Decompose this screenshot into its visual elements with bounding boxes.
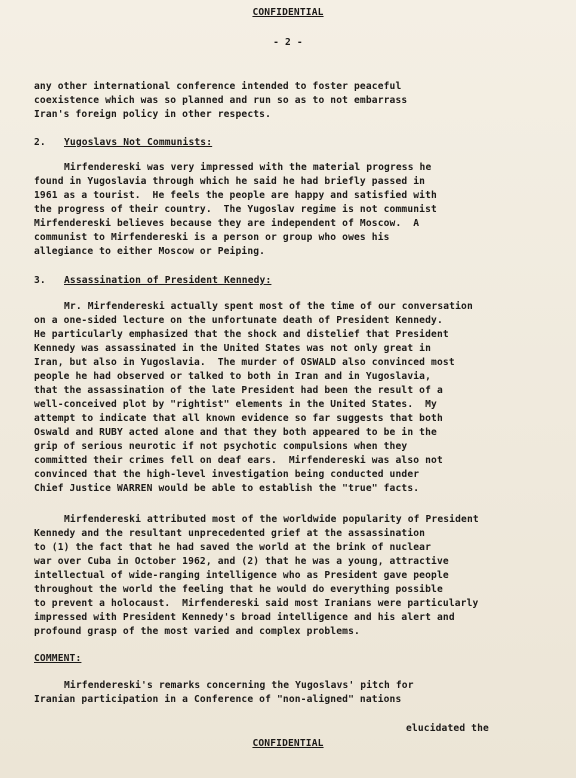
paragraph-line: Mirfendereski attributed most of the worldwide popularity of President xyxy=(64,514,479,525)
paragraph-line: Mirfendereski was very impressed with the material progress he xyxy=(64,162,432,173)
section-2-heading: Yugoslavs Not Communists: xyxy=(64,137,213,148)
paragraph-line: profound grasp of the most varied and complex problems. xyxy=(34,626,360,637)
intro-line: Iran's foreign policy in other respects. xyxy=(34,109,272,120)
paragraph-line: well-conceived plot by "rightist" elements in the United States. My xyxy=(34,399,437,410)
trailing-text: elucidated the xyxy=(406,723,489,734)
paragraph-line: on a one-sided lecture on the unfortunate death of President Kennedy. xyxy=(34,315,443,326)
paragraph-line: to (1) the fact that he had saved the world at the brink of nuclear xyxy=(34,542,432,553)
paragraph-line: impressed with President Kennedy's broad intelligence and his alert and xyxy=(34,612,455,623)
paragraph-line: Mirfendereski believes because they are independent of Moscow. A xyxy=(34,218,420,229)
paragraph-line: to prevent a holocaust. Mirfendereski said most Iranians were particularly xyxy=(34,598,479,609)
paragraph-line: found in Yugoslavia through which he said he had briefly passed in xyxy=(34,176,426,187)
paragraph-line: convinced that the high-level investigation being conducted under xyxy=(34,469,420,480)
paragraph-line: communist to Mirfendereski is a person or group who owes his xyxy=(34,232,390,243)
section-3-heading: Assassination of President Kennedy: xyxy=(64,275,272,286)
paragraph-line: grip of serious neurotic if not psychotic compulsions when they xyxy=(34,441,408,452)
page-number: - 2 - xyxy=(273,37,303,48)
paragraph-line: the progress of their country. The Yugoslav regime is not communist xyxy=(34,204,437,215)
comment-heading: COMMENT: xyxy=(34,653,82,664)
paragraph-line: committed their crimes fell on deaf ears. Mirfendereski was also not xyxy=(34,455,443,466)
paragraph-line: Kennedy and the resultant unprecedented grief at the assassination xyxy=(34,528,426,539)
paragraph-line: intellectual of wide-ranging intelligence who as President gave people xyxy=(34,570,449,581)
paragraph-line: 1961 as a tourist. He feels the people are happy and satisfied with xyxy=(34,190,437,201)
comment-line: Mirfendereski's remarks concerning the Yugoslavs' pitch for xyxy=(64,680,414,691)
intro-line: coexistence which was so planned and run so as to not embarrass xyxy=(34,95,408,106)
paragraph-line: Iran, but also in Yugoslavia. The murder of OSWALD also convinced most xyxy=(34,357,455,368)
paragraph-line: war over Cuba in October 1962, and (2) that he was a young, attractive xyxy=(34,556,449,567)
header-classification: CONFIDENTIAL xyxy=(252,7,324,18)
paragraph-line: attempt to indicate that all known evidence so far suggests that both xyxy=(34,413,443,424)
paragraph-line: Kennedy was assassinated in the United States was not only great in xyxy=(34,343,432,354)
paragraph-line: Oswald and RUBY acted alone and that they both appeared to be in the xyxy=(34,427,437,438)
paragraph-line: allegiance to either Moscow or Peiping. xyxy=(34,246,266,257)
paragraph-line: that the assassination of the late President had been the result of a xyxy=(34,385,443,396)
section-3-number: 3. xyxy=(34,275,46,286)
comment-line: Iranian participation in a Conference of "non-aligned" nations xyxy=(34,694,402,705)
paragraph-line: He particularly emphasized that the shock and distelief that President xyxy=(34,329,449,340)
section-2-number: 2. xyxy=(34,137,46,148)
paragraph-line: people he had observed or talked to both in Iran and in Yugoslavia, xyxy=(34,371,432,382)
footer-classification: CONFIDENTIAL xyxy=(252,738,324,749)
paragraph-line: Mr. Mirfendereski actually spent most of the time of our conversation xyxy=(64,301,473,312)
paragraph-line: throughout the world the feeling that he would do everything possible xyxy=(34,584,443,595)
paragraph-line: Chief Justice WARREN would be able to establish the "true" facts. xyxy=(34,483,420,494)
intro-line: any other international conference intended to foster peaceful xyxy=(34,81,402,92)
